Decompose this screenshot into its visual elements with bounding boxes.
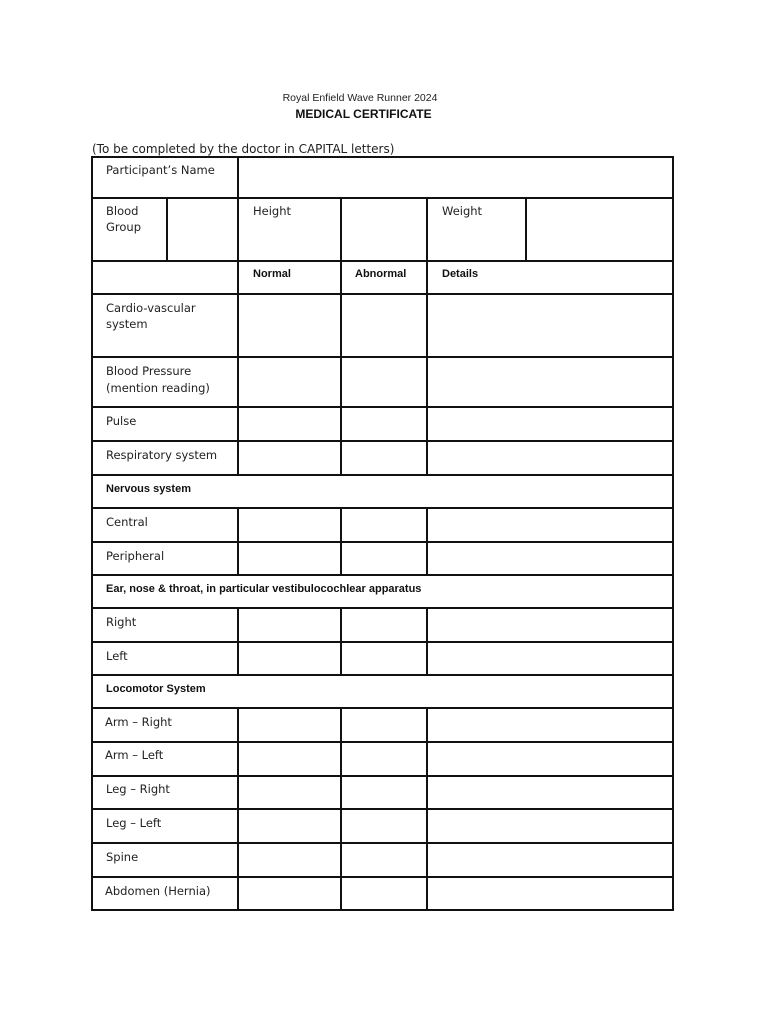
height-field[interactable] — [342, 199, 426, 260]
row-label-peripheral: Peripheral — [106, 549, 165, 563]
row-label-abdomen: Abdomen (Hernia) — [105, 884, 211, 898]
spine-details-field[interactable] — [428, 844, 672, 876]
spine-abnormal-field[interactable] — [342, 844, 426, 876]
respiratory-details-field[interactable] — [428, 442, 672, 474]
central-normal-field[interactable] — [239, 509, 340, 541]
respiratory-abnormal-field[interactable] — [342, 442, 426, 474]
column-header-abnormal: Abnormal — [355, 268, 407, 280]
abdomen-abnormal-field[interactable] — [342, 878, 426, 909]
row-label-bp-line1: Blood Pressure — [106, 364, 192, 378]
pulse-abnormal-field[interactable] — [342, 408, 426, 440]
ent-right-normal-field[interactable] — [239, 609, 340, 641]
column-header-normal: Normal — [253, 268, 291, 280]
section-locomotor-system: Locomotor System — [106, 683, 206, 695]
bp-details-field[interactable] — [428, 358, 672, 406]
height-label: Height — [253, 204, 292, 218]
blood-group-label-line1: Blood — [106, 204, 139, 218]
pulse-normal-field[interactable] — [239, 408, 340, 440]
leg-right-details-field[interactable] — [428, 777, 672, 808]
ent-right-abnormal-field[interactable] — [342, 609, 426, 641]
row-label-cardio-line2: system — [106, 317, 148, 331]
row-label-bp-line2: (mention reading) — [106, 381, 210, 395]
leg-left-details-field[interactable] — [428, 810, 672, 842]
arm-right-details-field[interactable] — [428, 709, 672, 741]
ent-left-abnormal-field[interactable] — [342, 643, 426, 674]
column-header-details: Details — [442, 268, 479, 280]
weight-label: Weight — [442, 204, 483, 218]
peripheral-normal-field[interactable] — [239, 543, 340, 574]
arm-left-details-field[interactable] — [428, 743, 672, 775]
blood-group-field[interactable] — [168, 199, 237, 260]
bp-abnormal-field[interactable] — [342, 358, 426, 406]
cardio-abnormal-field[interactable] — [342, 295, 426, 356]
leg-right-abnormal-field[interactable] — [342, 777, 426, 808]
row-label-central: Central — [106, 515, 148, 529]
row-label-leg-right: Leg – Right — [106, 782, 170, 796]
pulse-details-field[interactable] — [428, 408, 672, 440]
row-label-ent-right: Right — [106, 615, 137, 629]
row-label-pulse: Pulse — [106, 414, 137, 428]
abdomen-normal-field[interactable] — [239, 878, 340, 909]
leg-left-abnormal-field[interactable] — [342, 810, 426, 842]
arm-left-normal-field[interactable] — [239, 743, 340, 775]
section-nervous-system: Nervous system — [106, 483, 191, 495]
leg-left-normal-field[interactable] — [239, 810, 340, 842]
row-label-ent-left: Left — [106, 649, 128, 663]
instruction-text: (To be completed by the doctor in CAPITAL letters) — [92, 142, 395, 156]
row-label-spine: Spine — [106, 850, 139, 864]
peripheral-abnormal-field[interactable] — [342, 543, 426, 574]
ent-right-details-field[interactable] — [428, 609, 672, 641]
row-label-arm-left: Arm – Left — [105, 748, 164, 762]
section-ent: Ear, nose & throat, in particular vestibulocochlear apparatus — [106, 583, 422, 595]
bp-normal-field[interactable] — [239, 358, 340, 406]
respiratory-normal-field[interactable] — [239, 442, 340, 474]
row-label-cardio-line1: Cardio-vascular — [106, 301, 196, 315]
row-label-respiratory: Respiratory system — [106, 448, 218, 462]
central-abnormal-field[interactable] — [342, 509, 426, 541]
weight-field[interactable] — [527, 199, 672, 260]
participant-name-label: Participant’s Name — [106, 163, 215, 177]
ent-left-normal-field[interactable] — [239, 643, 340, 674]
cardio-details-field[interactable] — [428, 295, 672, 356]
participant-name-field[interactable] — [239, 158, 672, 197]
leg-right-normal-field[interactable] — [239, 777, 340, 808]
central-details-field[interactable] — [428, 509, 672, 541]
arm-left-abnormal-field[interactable] — [342, 743, 426, 775]
arm-right-normal-field[interactable] — [239, 709, 340, 741]
arm-right-abnormal-field[interactable] — [342, 709, 426, 741]
peripheral-details-field[interactable] — [428, 543, 672, 574]
blood-group-label-line2: Group — [106, 220, 142, 234]
ent-left-details-field[interactable] — [428, 643, 672, 674]
spine-normal-field[interactable] — [239, 844, 340, 876]
abdomen-details-field[interactable] — [428, 878, 672, 909]
cardio-normal-field[interactable] — [239, 295, 340, 356]
event-name: Royal Enfield Wave Runner 2024 — [282, 92, 438, 104]
page-title: MEDICAL CERTIFICATE — [295, 107, 432, 121]
row-label-leg-left: Leg – Left — [106, 816, 162, 830]
row-label-arm-right: Arm – Right — [105, 715, 172, 729]
